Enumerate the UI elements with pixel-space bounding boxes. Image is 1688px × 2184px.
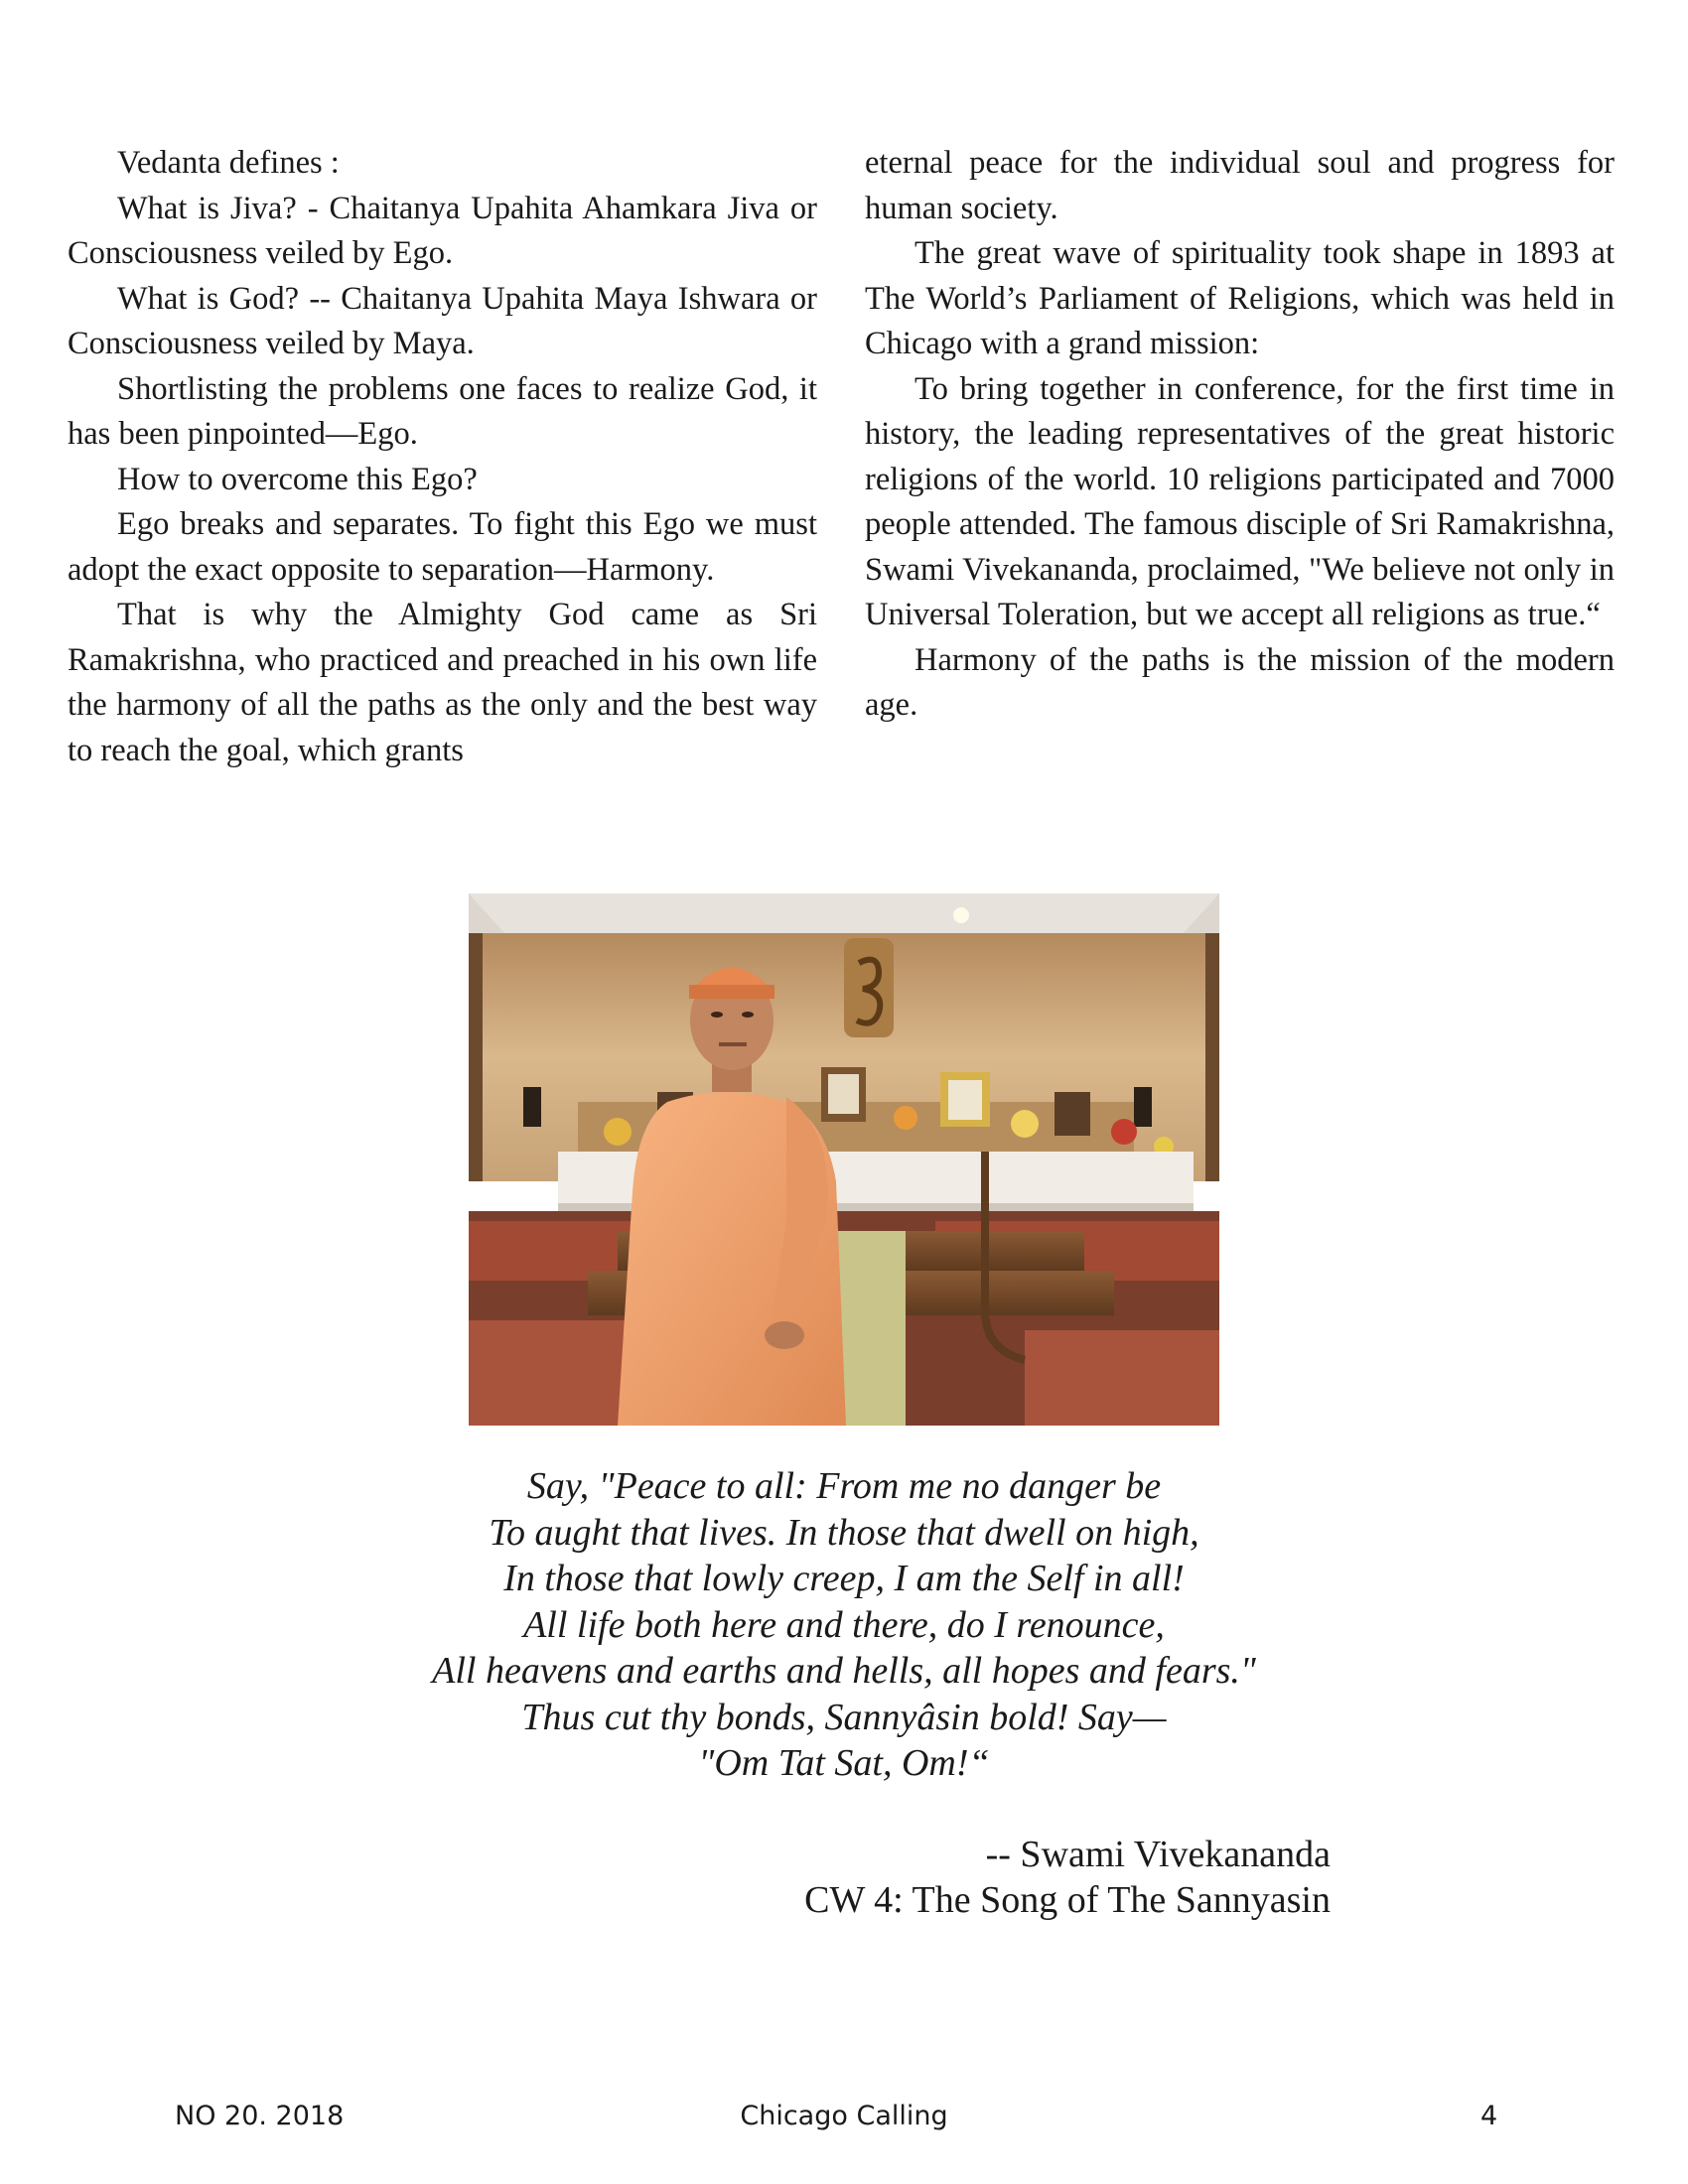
poem-line: "Om Tat Sat, Om!“ <box>698 1742 990 1784</box>
footer-title: Chicago Calling <box>740 2101 948 2131</box>
attribution <box>804 1832 1331 1923</box>
poem-line: Thus cut thy bonds, Sannyâsin bold! Say— <box>521 1696 1167 1738</box>
swami-photo <box>469 893 1219 1426</box>
attribution-author: -- Swami Vivekananda <box>985 1834 1331 1875</box>
paragraph: Ego breaks and separates. To fight this Ego we must adopt the exact opposite to separation—Harmony. <box>68 506 817 588</box>
poem-line: All heavens and earths and hells, all hopes and fears." <box>432 1650 1256 1692</box>
left-column <box>68 141 817 836</box>
paragraph: The great wave of spirituality took shape in 1893 at The World’s Parliament of Religions, which was held in Chicago with a grand mission: <box>865 235 1615 361</box>
footer-issue: NO 20. 2018 <box>175 2101 345 2131</box>
poem-line: Say, "Peace to all: From me no danger be <box>526 1465 1162 1507</box>
poem-line: In those that lowly creep, I am the Self in all! <box>503 1558 1185 1599</box>
paragraph: Vedanta defines : <box>117 145 340 181</box>
footer-page-number: 4 <box>1480 2101 1498 2131</box>
page-footer <box>0 2101 1688 2140</box>
attribution-source: CW 4: The Song of The Sannyasin <box>804 1879 1331 1921</box>
paragraph: What is Jiva? - Chaitanya Upahita Ahamkara Jiva or Consciousness veiled by Ego. <box>68 190 817 271</box>
paragraph: eternal peace for the individual soul and progress for human society. <box>865 145 1615 226</box>
poem-line: All life both here and there, do I renounce, <box>523 1603 1165 1646</box>
paragraph: What is God? -- Chaitanya Upahita Maya Ishwara or Consciousness veiled by Maya. <box>68 280 817 361</box>
poem-line: To aught that lives. In those that dwell on high, <box>489 1511 1199 1554</box>
article-columns <box>68 141 1615 836</box>
paragraph: How to overcome this Ego? <box>117 461 478 497</box>
poem-quote <box>278 1463 1410 1787</box>
right-column <box>865 141 1615 836</box>
paragraph: Harmony of the paths is the mission of the modern age. <box>865 641 1615 723</box>
paragraph: That is why the Almighty God came as Sri Ramakrishna, who practiced and preached in his own life the harmony of all the paths as the only and the best way to reach the goal, which grants <box>68 597 817 768</box>
paragraph: Shortlisting the problems one faces to realize God, it has been pinpointed—Ego. <box>68 370 817 452</box>
paragraph: To bring together in conference, for the first time in history, the leading representatives of the great historic religions of the world. 10 religions participated and 7000 people attended. The famous disciple of Sri Ramakrishna, Swami Vivekananda, proclaimed, "We believe not only in Universal Toleration, but we accept all religions as true.“ <box>865 370 1615 632</box>
